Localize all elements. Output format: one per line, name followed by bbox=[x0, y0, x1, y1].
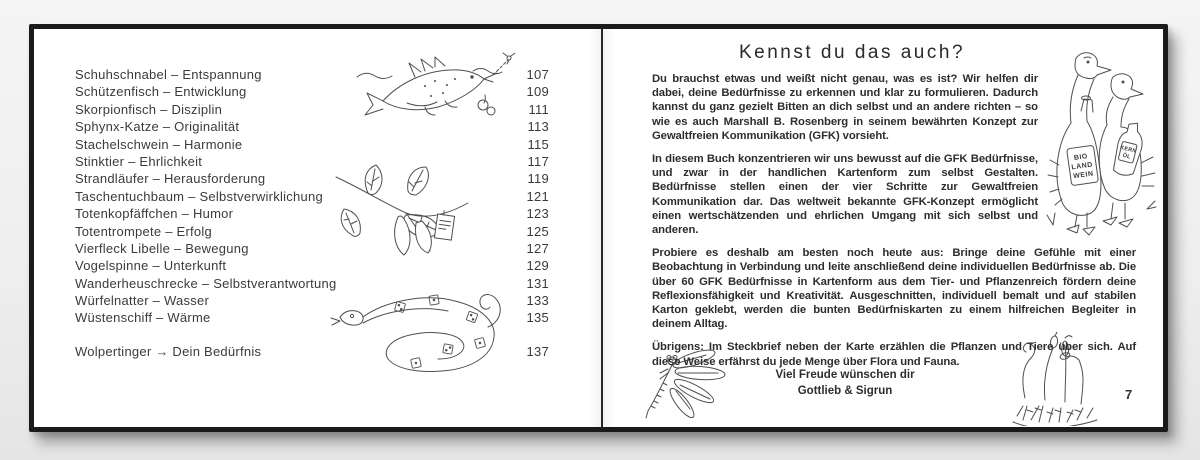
paragraph: Probiere es deshalb am besten noch heute aus: Bringe deine Gefühle mit einer Beobachtung in Verbindung und leite anschließend deine individuellen Bedürfnisse ab. Die über 60 GFK Bedürfnisse in Kartenform aus dem Tier- und Pflanzenreich fördern deine Reflexionsfähigkeit und Kreativität. Ausgeschnitten, individuell bemalt und auf stabilen Karton geklebt, werden die bunten Bedürfniskarten zu einem hilfreichen Begleiter in deinem Alltag. bbox=[652, 247, 1136, 331]
toc-entry-label: Wanderheuschrecke – Selbstverantwortung bbox=[75, 275, 337, 291]
toc-entry-page: 137 bbox=[526, 343, 549, 359]
toc-entry-label: Strandläufer – Herausforderung bbox=[75, 171, 266, 187]
right-page bbox=[603, 29, 1163, 427]
toc-entry-page: 135 bbox=[526, 310, 549, 326]
toc-entry-page: 117 bbox=[527, 153, 549, 169]
duck-bottle-oil-label-line: KERN bbox=[1119, 144, 1138, 155]
toc-entry-wolpertinger bbox=[75, 343, 549, 360]
closing-greeting bbox=[652, 368, 1038, 399]
toc-entry-page: 131 bbox=[526, 275, 549, 291]
page-number: 7 bbox=[1125, 387, 1133, 402]
toc-entry-label: Würfelnatter – Wasser bbox=[75, 293, 210, 309]
paragraph: Übrigens: Im Steckbrief neben der Karte erzählen die Pflanzen und Tiere über sich. Auf diese Weise erfährst du jede Menge über Flora und Fauna. bbox=[652, 341, 1136, 368]
paragraph: Du brauchst etwas und weißt nicht genau, was es ist? Wir helfen dir dabei, deine Bedürfnisse zu erkennen und klar zu formulieren. Dadurch kannst du ganz gezielt Bitten an dich selbst und an andere richten – so wie es auch Marshall B. Rosenberg in seinem bewährten Konzept zur Gewaltfreien Kommunikation (GFK) vorsieht. bbox=[652, 73, 1038, 142]
toc-entry bbox=[75, 275, 549, 292]
toc-entry-label: Totenkopfäffchen – Humor bbox=[75, 206, 234, 222]
toc-entry-page: 129 bbox=[526, 258, 549, 274]
toc-entry-label: Taschentuchbaum – Selbstverwirklichung bbox=[75, 188, 323, 204]
toc-entry bbox=[75, 188, 549, 205]
duck-bottle-wine-label-line: LAND bbox=[1071, 161, 1094, 172]
duck-bottle-oil-label-line: ÖL bbox=[1121, 152, 1132, 161]
book-spread bbox=[29, 24, 1168, 432]
toc-entry bbox=[75, 83, 549, 100]
duck-bottle-wine-label-line: WEIN bbox=[1072, 170, 1094, 181]
toc-entry-page: 107 bbox=[526, 67, 549, 82]
page-title: Kennst du das auch? bbox=[738, 42, 966, 63]
toc-entry-label: Stinktier – Ehrlichkeit bbox=[75, 153, 203, 169]
toc-entry-page: 111 bbox=[528, 101, 549, 117]
toc-entry bbox=[75, 223, 549, 240]
toc-entry bbox=[75, 292, 549, 309]
toc-entry bbox=[75, 205, 549, 222]
toc-entry-label: Wüstenschiff – Wärme bbox=[75, 310, 211, 326]
toc-entry-page: 115 bbox=[527, 136, 549, 152]
toc-entry bbox=[75, 153, 549, 170]
table-of-contents bbox=[75, 66, 549, 360]
toc-entry-page: 121 bbox=[526, 188, 549, 204]
toc-entry-label: Vogelspinne – Unterkunft bbox=[75, 258, 227, 274]
toc-entry-page: 123 bbox=[526, 206, 549, 222]
toc-entry-label: Sphynx-Katze – Originalität bbox=[75, 119, 240, 135]
toc-entry bbox=[75, 66, 549, 83]
toc-entry bbox=[75, 257, 549, 274]
toc-entry-label: Skorpionfisch – Disziplin bbox=[75, 101, 223, 117]
toc-entry bbox=[75, 170, 549, 187]
toc-entry-page: 119 bbox=[527, 171, 549, 187]
toc-entry-page: 127 bbox=[526, 240, 549, 256]
toc-entry bbox=[75, 309, 549, 326]
toc-entry-label: Schuhschnabel – Entspannung bbox=[75, 67, 262, 82]
toc-entry-label: Wolpertinger → Dein Bedürfnis bbox=[75, 343, 262, 359]
toc-entry bbox=[75, 240, 549, 257]
toc-entry-label: Totentrompete – Erfolg bbox=[75, 223, 213, 239]
toc-entry-page: 133 bbox=[526, 293, 549, 309]
closing-signature: Gottlieb & Sigrun bbox=[797, 384, 893, 397]
toc-entry bbox=[75, 118, 549, 135]
left-page bbox=[34, 29, 603, 427]
closing-line: Viel Freude wünschen dir bbox=[775, 369, 915, 381]
toc-entry-page: 125 bbox=[526, 223, 549, 239]
toc-entry-page: 113 bbox=[527, 119, 549, 135]
body-text bbox=[652, 72, 1136, 378]
toc-entry bbox=[75, 101, 549, 118]
toc-entry-label: Stachelschwein – Harmonie bbox=[75, 136, 243, 152]
toc-entry bbox=[75, 136, 549, 153]
toc-entry-label: Vierfleck Libelle – Bewegung bbox=[75, 240, 249, 256]
duck-bottle-wine-label-line: BIO bbox=[1073, 153, 1089, 163]
toc-entry-page: 109 bbox=[526, 84, 549, 100]
paragraph: In diesem Buch konzentrieren wir uns bewusst auf die GFK Bedürfnisse, und zwar in der handlichen Kartenform zum selbst Gestalten. Bedürfnisse stellen einen der vier Schritte zur Gewaltfreien Kommunikation dar. Das weltweit bekannte GFK-Konzept ermöglicht einen wertschätzenden und ehrlichen Umgang mit sich selbst und anderen. bbox=[652, 153, 1038, 237]
toc-entry-label: Schützenfisch – Entwicklung bbox=[75, 84, 247, 100]
